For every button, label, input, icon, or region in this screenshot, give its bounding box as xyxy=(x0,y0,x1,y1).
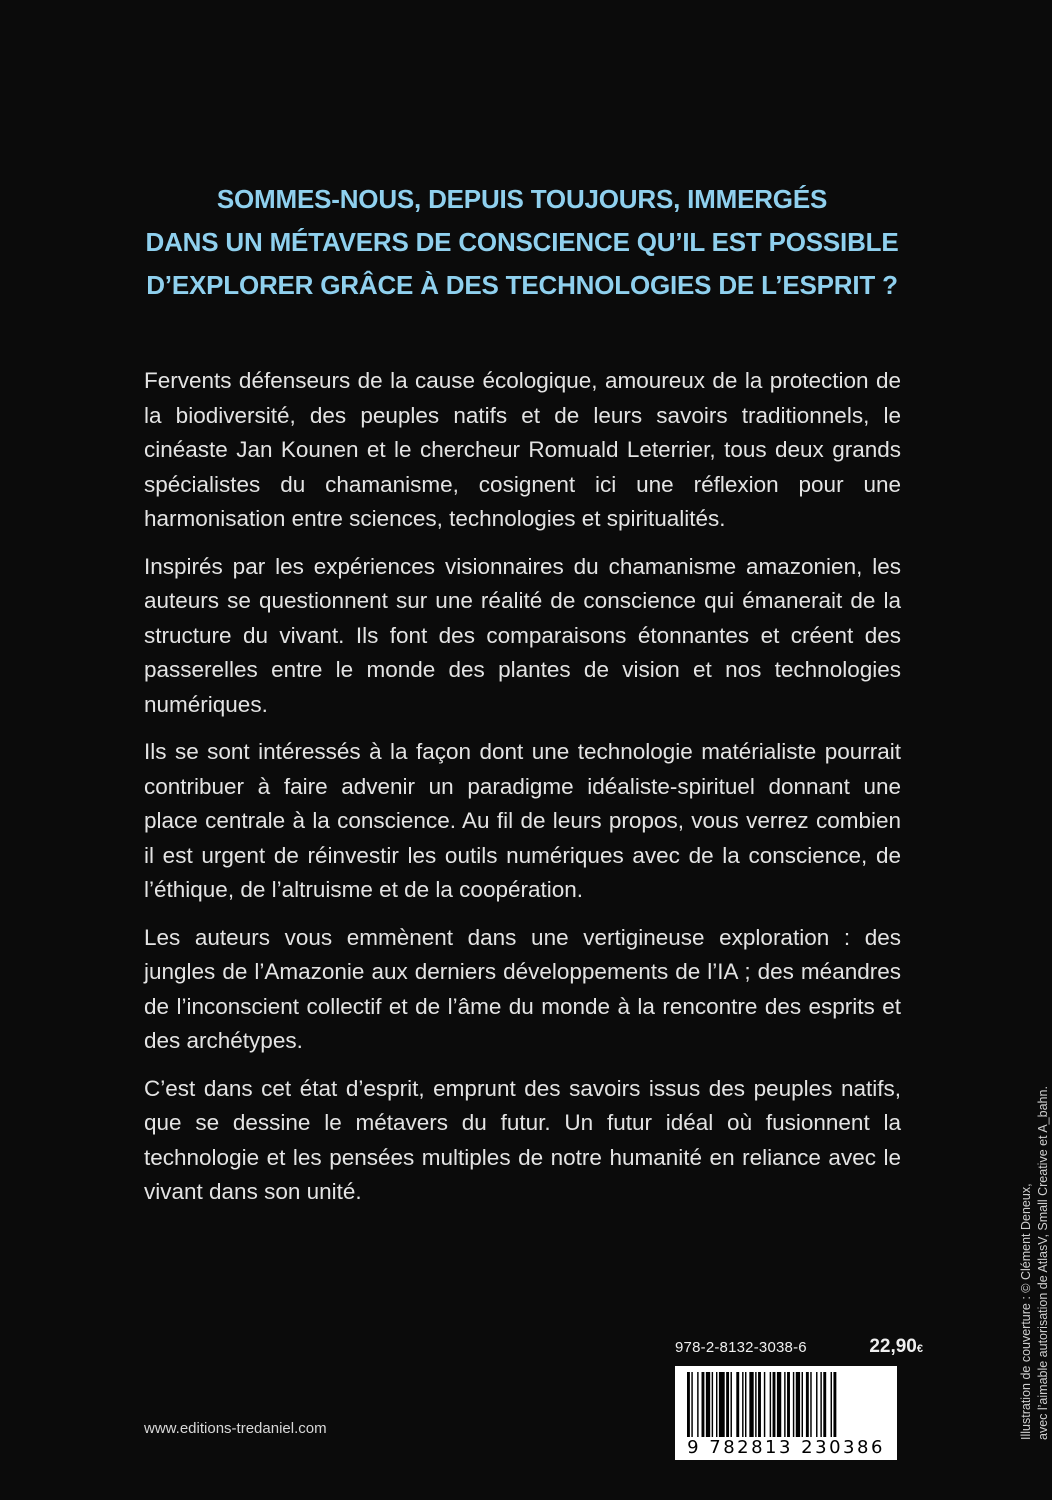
barcode-bar xyxy=(833,1372,836,1438)
isbn-price-line xyxy=(675,1336,923,1358)
headline-line: D’EXPLORER GRÂCE À DES TECHNOLOGIES DE L’ESPRIT ? xyxy=(146,270,898,300)
barcode-bar xyxy=(687,1372,690,1438)
price xyxy=(869,1336,923,1358)
barcode-bar xyxy=(802,1372,803,1438)
credit-line-2: avec l’aimable autorisation de AtlasV, Small Creative et A_bahn. xyxy=(1036,1086,1050,1440)
barcode-bar xyxy=(777,1372,781,1438)
paragraph: Fervents défenseurs de la cause écologique, amoureux de la protection de la biodiversité, des peuples natifs et de leurs savoirs traditionnels, le cinéaste Jan Kounen et le chercheur Romuald Leterrier, tous deux grands spécialistes du chamanisme, cosignent ici une réflexion pour une harmonisation entre sciences, technologies et spiritualités. xyxy=(144,368,901,531)
barcode-bar xyxy=(691,1372,692,1438)
barcode-bar xyxy=(697,1372,698,1438)
barcode-bar xyxy=(764,1372,765,1438)
barcode-bar xyxy=(745,1372,746,1438)
barcode-bar xyxy=(770,1372,771,1438)
barcode-bar xyxy=(749,1372,753,1438)
headline xyxy=(120,178,924,307)
credit-line-1: Illustration de couverture : © Clément Deneux, xyxy=(1019,1183,1033,1440)
blurb-body xyxy=(144,364,901,1223)
cover-credit xyxy=(1018,1020,1052,1440)
barcode-bar xyxy=(719,1372,725,1438)
barcode-bar xyxy=(793,1372,794,1438)
headline-line: DANS UN MÉTAVERS DE CONSCIENCE QU’IL EST POSSIBLE xyxy=(145,227,899,257)
price-currency: € xyxy=(916,1343,923,1355)
barcode-bar xyxy=(806,1372,809,1438)
barcode-bar xyxy=(810,1372,811,1438)
barcode-bar xyxy=(823,1372,826,1438)
barcode-bar xyxy=(787,1372,790,1438)
barcode xyxy=(675,1366,897,1460)
barcode-bar xyxy=(773,1372,776,1438)
barcode-bar xyxy=(755,1372,756,1438)
barcode-bar xyxy=(742,1372,743,1438)
barcode-bar xyxy=(736,1372,739,1438)
barcode-bar xyxy=(726,1372,729,1438)
barcode-bars xyxy=(687,1372,885,1438)
barcode-bar xyxy=(831,1372,832,1438)
barcode-bar xyxy=(716,1372,717,1438)
paragraph: Ils se sont intéressés à la façon dont une technologie matérialiste pourrait contribuer à faire advenir un paradigme idéaliste-spirituel donnant une place centrale à la conscience. Au fil de leurs propos, vous verrez combien il est urgent de réinvestir les outils numériques avec de la conscience, de l’éthique, de l’altruisme et de la coopération. xyxy=(144,739,901,902)
price-amount: 22,90 xyxy=(869,1336,917,1357)
website: www.editions-tredaniel.com xyxy=(144,1420,327,1437)
barcode-number: 9 782813 230386 xyxy=(687,1437,885,1458)
barcode-bar xyxy=(758,1372,761,1438)
isbn: 978-2-8132-3038-6 xyxy=(675,1339,807,1356)
headline-line: SOMMES-NOUS, DEPUIS TOUJOURS, IMMERGÉS xyxy=(216,184,828,214)
barcode-bar xyxy=(816,1372,817,1438)
paragraph: C’est dans cet état d’esprit, emprunt des savoirs issus des peuples natifs, que se dessine le métavers du futur. Un futur idéal où fusionnent la technologie et les pensées multiples de notre humanité en reliance avec le vivant dans son unité. xyxy=(144,1075,901,1204)
barcode-bar xyxy=(706,1372,710,1438)
barcode-bar xyxy=(784,1372,785,1438)
barcode-bar xyxy=(820,1372,821,1438)
barcode-bar xyxy=(796,1372,800,1438)
paragraph: Inspirés par les expériences visionnaires du chamanisme amazonien, les auteurs se questionnent sur une réalité de conscience qui émanerait de la structure du vivant. Ils font des comparaisons étonnantes et créent des passerelles entre le monde des plantes de vision et nos technologies numériques. xyxy=(144,553,901,717)
paragraph: Les auteurs vous emmènent dans une vertigineuse exploration : des jungles de l’Amazonie aux derniers développements de l’IA ; des méandres de l’inconscient collectif et de l’âme du monde à la rencontre des esprits et des archétypes. xyxy=(144,924,901,1053)
barcode-block xyxy=(675,1336,935,1460)
barcode-bar xyxy=(702,1372,705,1438)
barcode-bar xyxy=(712,1372,713,1438)
barcode-bar xyxy=(731,1372,732,1438)
